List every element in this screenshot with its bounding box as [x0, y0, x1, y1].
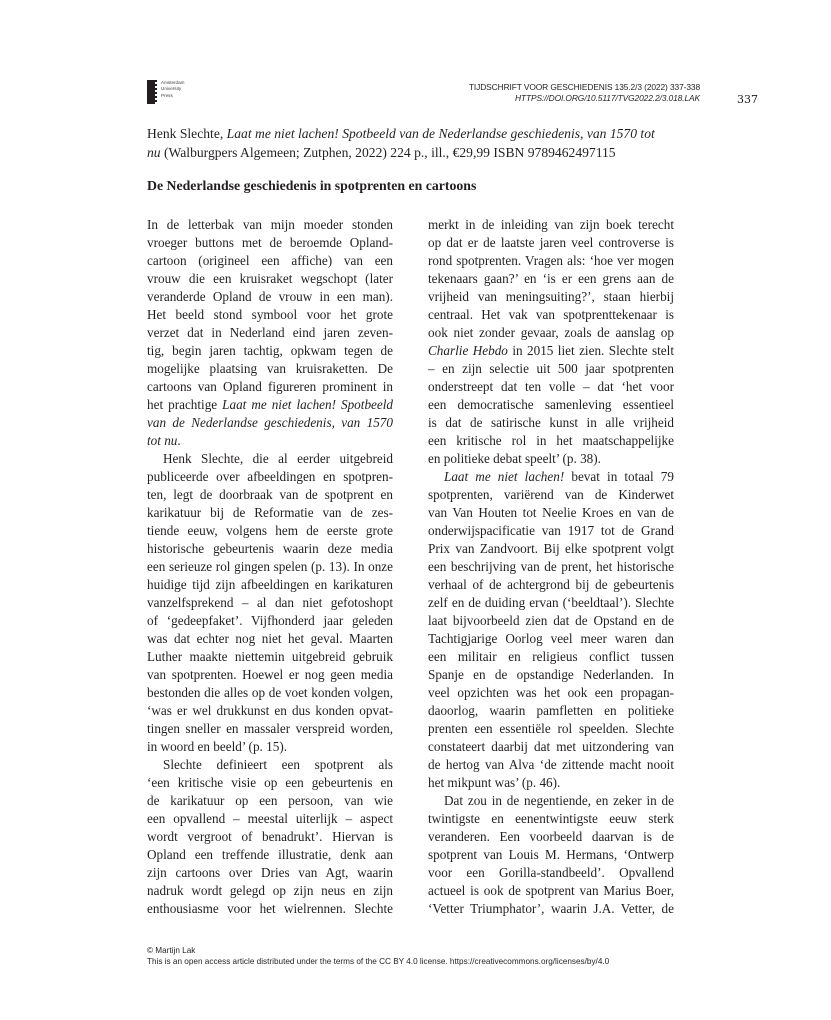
text-line: prenten een essentiële rol speelden. Slechte: [428, 721, 674, 736]
text-line: ‘was er wel drukkunst en dus konden opvat-: [147, 703, 393, 718]
text-line: Prix van Zandvoort. Bij elke spotprent volgt: [428, 541, 674, 556]
text-line: spotprenten, variërend van de Kinderwet: [428, 487, 674, 502]
text-line: ‘een kritische visie op een gebeurtenis en: [147, 775, 393, 790]
text-segment: bevat in totaal 79: [564, 469, 674, 484]
text-line: vrouw die een kruisraket wegschopt (later: [147, 271, 393, 286]
text-line: van spotprenten. Hoewel er nog geen media: [147, 667, 393, 682]
text-line: vrijheid van meningsuiting?’, staan hierbij: [428, 289, 674, 304]
paragraph: [147, 756, 393, 918]
text-segment: .: [177, 433, 181, 448]
text-segment: het prachtige: [147, 397, 223, 412]
text-line: Het beeld stond symbool voor het grote: [147, 307, 393, 322]
paragraph: [147, 216, 393, 450]
text-line: actueel is ook de spotprent van Marius Boer,: [428, 883, 674, 898]
paragraph: [428, 792, 674, 918]
text-line: een opvallend – meestal uiterlijk – aspect: [147, 811, 393, 826]
book-title-italic: tot nu: [147, 433, 178, 448]
text-line: vroeger buttons met de beroemde Opland-: [147, 235, 393, 250]
text-line: zelf en de duiding ervan (‘beeldtaal’). Slechte: [428, 595, 674, 610]
text-line: tiende eeuw, volgens hem de eerste grote: [147, 523, 393, 538]
text-line: rond spotprenten. Vragen als: ‘hoe ver mogen: [428, 253, 674, 268]
citation-title-end: nu: [147, 145, 161, 160]
text-line: centraal. Het vak van spotprenttekenaar is: [428, 307, 674, 322]
text-line: de karikatuur op een persoon, van wie: [147, 793, 393, 808]
text-line: twintigste en eenentwintigste eeuw sterk: [428, 811, 674, 826]
text-line: veranderde Opland de vrouw in een man).: [147, 289, 393, 304]
text-line: – en zijn selectie uit 500 jaar spotprenten: [428, 361, 674, 376]
text-line: merkt in de inleiding van zijn boek terecht: [428, 217, 674, 232]
text-line: de hertog van Alva ‘de zittende macht nooit: [428, 757, 674, 772]
text-line: mogelijke plaatsing van kruisraketten. De: [147, 361, 393, 376]
text-line: Spanje en de opstandige Nederlanden. In: [428, 667, 674, 682]
paragraph: [147, 450, 393, 756]
text-line: Slechte definieert een spotprent als: [163, 757, 393, 772]
right-column: [428, 216, 674, 918]
text-line: [147, 396, 393, 414]
book-citation: [147, 124, 687, 162]
text-line: verhaal of de achtergrond bij de gebeurtenis: [428, 577, 674, 592]
text-line: publiceerde over afbeeldingen en spotpren-: [147, 469, 393, 484]
text-line: een serieuze rol gingen spelen (p. 13). In onze: [147, 559, 393, 574]
doi-link[interactable]: HTTPS://DOI.ORG/10.5117/TVG2022.2/3.018.LAK: [514, 93, 700, 103]
text-line: wordt vergroot of benadrukt’. Hiervan is: [147, 829, 393, 844]
text-line: daoorlog, waarin pamfletten en politieke: [428, 703, 674, 718]
text-line: op dat er de laatste jaren veel controverse is: [428, 235, 674, 250]
text-line: vanzelfsprekend – al dan niet gefotoshopt: [147, 595, 393, 610]
book-title-italic: Laat me niet lachen! Spotbeeld: [222, 397, 393, 412]
text-line: laat bijvoorbeeld zien dat de Opstand en de: [428, 613, 674, 628]
text-line: veranderen. Een voorbeeld daarvan is de: [428, 829, 674, 844]
text-line: constateert daarbij dat met uitzondering van: [428, 739, 674, 754]
license-notice[interactable]: This is an open access article distributed under the terms of the CC BY 4.0 license. https://creativecommons.org/licenses/by/4.0: [147, 957, 610, 966]
text-segment: in 2015 liet zien. Slechte stelt: [507, 343, 674, 358]
text-line: historische gebeurtenis waarin deze media: [147, 541, 393, 556]
copyright-notice: © Martijn Lak: [147, 946, 196, 955]
text-line: onderstreept dat ten volle – dat ‘het voor: [428, 379, 674, 394]
citation-author: Henk Slechte,: [147, 126, 224, 141]
text-line: zijn cartoons over Dries van Agt, waarin: [147, 865, 393, 880]
text-line: huidige tijd zijn afbeeldingen en karikaturen: [147, 577, 393, 592]
citation-title: Laat me niet lachen! Spotbeeld van de Nederlandse geschiedenis, van 1570 tot: [226, 126, 655, 141]
text-line: Tachtigjarige Oorlog veel meer waren dan: [428, 631, 674, 646]
text-line: onderwijspacificatie van 1917 tot de Grand: [428, 523, 674, 538]
text-line: [428, 468, 674, 486]
text-line: verzet dat in Nederland eind jaren zeven-: [147, 325, 393, 340]
text-line: was dat echter nog niet het geval. Maarten: [147, 631, 393, 646]
text-line: enthousiasme voor het wielrennen. Slechte: [147, 901, 393, 916]
publisher-name: [161, 80, 185, 99]
text-line: veel opzichten was het ook een propagan-: [428, 685, 674, 700]
magazine-title-italic: Charlie Hebdo: [428, 343, 508, 358]
text-line: van Van Houten tot Neelie Kroes en van de: [428, 505, 674, 520]
publisher-name-line: University: [161, 86, 182, 92]
text-line: bestonden die alles op de voet konden volgen,: [147, 685, 393, 700]
text-line: een beschrijving van de prent, het historische: [428, 559, 674, 574]
text-line: Luther maakte niettemin uitgebreid gebruik: [147, 649, 393, 664]
text-line: ook niet zonder gevaar, zoals de aanslag op: [428, 325, 674, 340]
text-line: ten, legt de doorbraak van de spotprent en: [147, 487, 393, 502]
text-line: tekenaars gaan?’ en ‘is er een grens aan de: [428, 271, 674, 286]
text-line: Henk Slechte, die al eerder uitgebreid: [163, 451, 393, 466]
text-line: tingen sneller en massaler verspreid worden,: [147, 721, 393, 736]
text-line: voor een Gorilla-standbeeld’. Opvallend: [428, 865, 674, 880]
page-number: 337: [737, 93, 758, 106]
text-line: tig, begin jaren tachtig, opkwam tegen de: [147, 343, 393, 358]
text-line: karikatuur bij de Reformatie van de zes-: [147, 505, 393, 520]
text-line: In de letterbak van mijn moeder stonden: [147, 217, 393, 232]
text-line: nadruk wordt gelegd op zijn neus en zijn: [147, 883, 393, 898]
text-line: spotprent van Louis M. Hermans, ‘Ontwerp: [428, 847, 674, 862]
text-line: [147, 414, 393, 432]
text-line: Opland een treffende illustratie, denk aan: [147, 847, 393, 862]
text-line: een democratische samenleving essentieel: [428, 397, 674, 412]
amsterdam-university-press-logo-icon: [147, 80, 155, 104]
left-column: [147, 216, 393, 918]
publisher-logo: [147, 80, 185, 104]
text-line: Dat zou in de negentiende, en zeker in de: [444, 793, 674, 808]
text-line: [147, 432, 393, 450]
publisher-name-line: Press: [161, 92, 173, 98]
text-line: [428, 342, 674, 360]
text-line: cartoons van Opland figureren prominent in: [147, 379, 393, 394]
citation-details: (Walburgpers Algemeen; Zutphen, 2022) 224 p., ill., €29,99 ISBN 9789462497115: [160, 145, 616, 160]
paragraph: [428, 216, 674, 468]
text-line: of ‘gedeepfaket’. Vijfhonderd jaar geleden: [147, 613, 393, 628]
text-line: is dat de satirische kunst in alle vrijheid: [428, 415, 674, 430]
text-line: in woord en beeld’ (p. 15).: [147, 739, 288, 754]
page-footer: [147, 945, 609, 967]
text-line: ‘Vetter Triumphator’, waarin J.A. Vetter, de: [428, 901, 674, 916]
publisher-name-line: Amsterdam: [161, 80, 185, 85]
text-line: het mikpunt was’ (p. 46).: [428, 775, 561, 790]
journal-issue-line: TIJDSCHRIFT VOOR GESCHIEDENIS 135.2/3 (2022) 337-338: [468, 82, 700, 92]
journal-header: [469, 82, 700, 104]
text-line: een kritische rol in het maatschappelijke: [428, 433, 674, 448]
text-line: en politieke debat speelt’ (p. 38).: [428, 451, 601, 466]
book-title-italic: Laat me niet lachen!: [444, 469, 565, 484]
review-heading: De Nederlandse geschiedenis in spotprenten en cartoons: [147, 178, 477, 193]
book-title-italic: van de Nederlandse geschiedenis, van 1570: [147, 415, 393, 430]
text-line: cartoon (origineel een affiche) van een: [147, 253, 393, 268]
text-line: een militair en religieus conflict tussen: [428, 649, 674, 664]
paragraph: [428, 468, 674, 792]
